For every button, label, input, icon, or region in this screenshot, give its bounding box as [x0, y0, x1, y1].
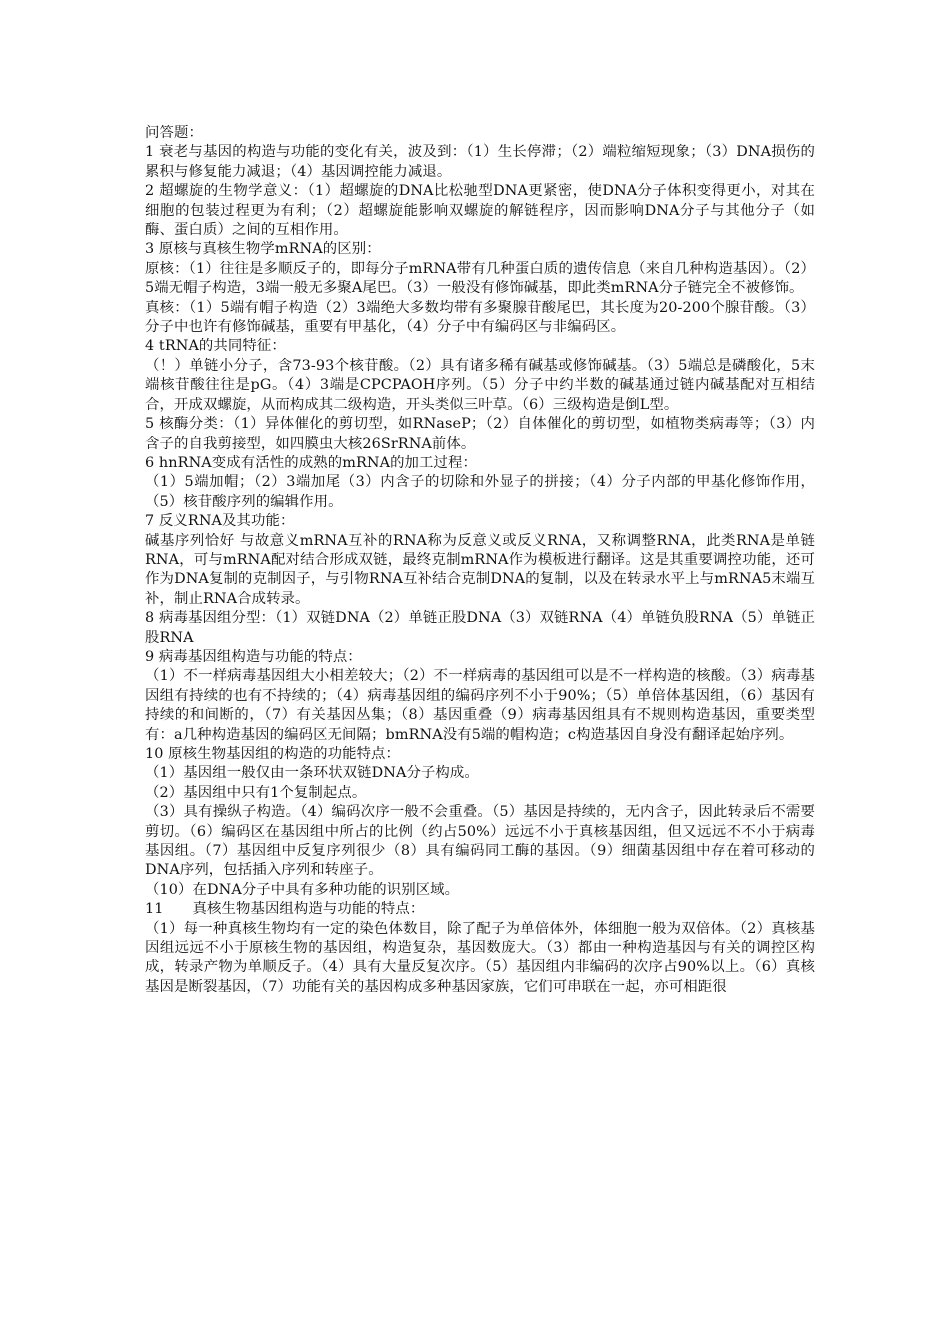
- question-6-title: 6 hnRNA变成有活性的成熟的mRNA的加工过程：: [145, 454, 478, 471]
- paragraph-3-prokaryote: 原核：（1）往往是多顺反子的，即每分子mRNA带有几种蛋白质的遗传信息（来自几种构造基因）。（2）5端无帽子构造，3端一般无多聚A尾巴。（3）一般没有修饰碱基，即此类mRNA分子链完全不被修饰。: [145, 260, 815, 297]
- question-3-title: 3 原核与真核生物学mRNA的区别：: [145, 241, 381, 258]
- paragraph-2: 2 超螺旋的生物学意义：（1）超螺旋的DNA比松驰型DNA更紧密，使DNA分子体积变得更小，对其在细胞的包装过程更为有利；（2）超螺旋能影响双螺旋的解链程序，因而影响DNA分子与其他分子（如酶、蛋白质）之间的互相作用。: [145, 183, 815, 239]
- paragraph-7: 碱基序列恰好 与故意义mRNA互补的RNA称为反意义或反义RNA，又称调整RNA，此类RNA是单链RNA，可与mRNA配对结合形成双链，最终克制mRNA作为模板进行翻译。这是其重要调控功能，还可作为DNA复制的克制因子，与引物RNA互补结合克制DNA的复制，以及在转录水平上与mRNA5末端互补，制止RNA合成转录。: [145, 532, 815, 607]
- question-11-title: 11 真核生物基因组构造与功能的特点：: [145, 901, 425, 918]
- question-7-title: 7 反义RNA及其功能：: [145, 513, 295, 530]
- paragraph-4: （！）单链小分子，含73-93个核苷酸。（2）具有诸多稀有碱基或修饰碱基。（3）5端总是磷酸化，5末端核苷酸往往是pG。（4）3端是CPCPAOH序列。（5）分子中约半数的碱基通过链内碱基配对互相结合，开成双螺旋，从而构成其二级构造，开头类似三叶草。（6）三级构造是倒L型。: [145, 357, 815, 413]
- paragraph-3-eukaryote: 真核：（1）5端有帽子构造（2）3端绝大多数均带有多聚腺苷酸尾巴，其长度为20-200个腺苷酸。（3）分子中也许有修饰碱基，重要有甲基化，（4）分子中有编码区与非编码区。: [145, 299, 815, 336]
- paragraph-1: 1 衰老与基因的构造与功能的变化有关，波及到：（1）生长停滞；（2）端粒缩短现象；（3）DNA损伤的累积与修复能力减退；（4）基因调控能力减退。: [145, 144, 815, 180]
- paragraph-11: （1）每一种真核生物均有一定的染色体数目，除了配子为单倍体外，体细胞一般为双倍体。（2）真核基因组远远不小于原核生物的基因组，构造复杂，基因数庞大。（3）都由一种构造基因与有关的调控区构成，转录产物为单顺反子。（4）具有大量反复次序。（5）基因组内非编码的次序占90%以上。（6）真核基因是断裂基因，（7）功能有关的基因构成多种基因家族，它们可串联在一起，亦可相距很: [145, 920, 815, 995]
- paragraph-10-item-10: （10）在DNA分子中具有多种功能的识别区域。: [145, 881, 460, 898]
- paragraph-9: （1）不一样病毒基因组大小相差较大；（2）不一样病毒的基因组可以是不一样构造的核酸。（3）病毒基因组有持续的也有不持续的；（4）病毒基因组的编码序列不小于90%；（5）单倍体基因组，（6）基因有持续的和间断的，（7）有关基因丛集；（8）基因重叠（9）病毒基因组具有不规则构造基因，重要类型有：a几种构造基因的编码区无间隔；bmRNA没有5端的帽构造；c构造基因自身没有翻译起始序列。: [145, 668, 815, 743]
- paragraph-10-item-1: （1）基因组一般仅由一条环状双链DNA分子构成。: [145, 765, 479, 782]
- paragraph-8: 8 病毒基因组分型：（1）双链DNA（2）单链正股DNA（3）双链RNA（4）单链负股RNA（5）单链正股RNA: [145, 610, 815, 646]
- paragraph-5: 5 核酶分类：（1）异体催化的剪切型，如RNaseP；（2）自体催化的剪切型，如植物类病毒等；（3）内含子的自我剪接型，如四膜虫大核26SrRNA前体。: [145, 416, 815, 452]
- paragraph-10-items-3-9: （3）具有操纵子构造。（4）编码次序一般不会重叠。（5）基因是持续的，无内含子，因此转录后不需要剪切。（6）编码区在基因组中所占的比例（约占50%）远远不小于真核基因组，但又远远不不小于病毒基因组。（7）基因组中反复序列很少（8）具有编码同工酶的基因。（9）细菌基因组中存在着可移动的DNA序列，包括插入序列和转座子。: [145, 804, 815, 879]
- paragraph-6: （1）5端加帽；（2）3端加尾（3）内含子的切除和外显子的拼接；（4）分子内部的甲基化修饰作用，（5）核苷酸序列的编辑作用。: [145, 474, 815, 510]
- question-10-title: 10 原核生物基因组的构造的功能特点：: [145, 746, 401, 762]
- document-body: [145, 124, 815, 997]
- heading-qa: 问答题：: [145, 125, 203, 141]
- question-4-title: 4 tRNA的共同特征：: [145, 338, 286, 355]
- question-9-title: 9 病毒基因组构造与功能的特点：: [145, 648, 362, 665]
- paragraph-10-item-2: （2）基因组中只有1个复制起点。: [145, 784, 367, 801]
